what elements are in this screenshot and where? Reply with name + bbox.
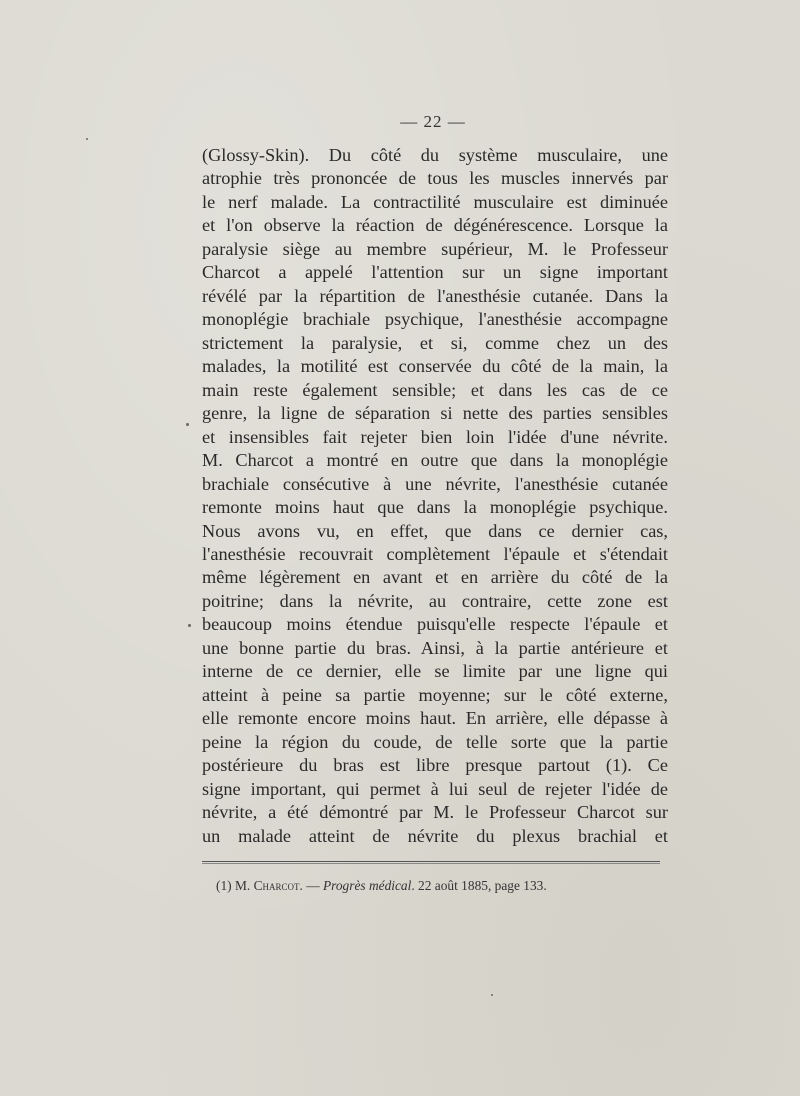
text-line: strictement la paralysie, et si, comme chez un des	[202, 332, 668, 353]
text-line: (Glossy-Skin). Du côté du système musculaire, une	[202, 145, 668, 165]
text-line: elle remonte encore moins haut. En arrière, elle dépasse à	[202, 708, 668, 729]
text-line: même légèrement en avant et en arrière du côté de la	[202, 567, 668, 588]
body-text	[202, 144, 668, 848]
footnote-marker: (1) M.	[216, 878, 254, 893]
footnote-journal: Progrès médical	[322, 878, 412, 893]
text-line: atrophie très prononcée de tous les muscles innervés par	[202, 168, 668, 189]
paper-speck	[86, 138, 88, 140]
footnote-separator-text: . —	[299, 878, 323, 893]
text-line: genre, la ligne de séparation si nette des parties sensibles	[202, 403, 668, 424]
paper-speck	[186, 423, 189, 426]
text-line: le nerf malade. La contractilité musculaire est diminuée	[202, 191, 668, 212]
footnote-details: . 22 août 1885, page 133.	[411, 878, 547, 893]
text-line: interne de ce dernier, elle se limite par une ligne qui	[202, 661, 668, 682]
text-line: brachiale consécutive à une névrite, l'anesthésie cutanée	[202, 473, 668, 494]
text-line: une bonne partie du bras. Ainsi, à la partie antérieure et	[202, 637, 668, 658]
text-line: névrite, a été démontré par M. le Professeur Charcot sur	[202, 802, 668, 823]
paper-speck	[491, 994, 493, 996]
text-line: remonte moins haut que dans la monoplégie psychique.	[202, 497, 668, 518]
text-line: poitrine; dans la névrite, au contraire, cette zone est	[202, 590, 668, 611]
text-line: peine la région du coude, de telle sorte que la partie	[202, 731, 668, 752]
text-line: monoplégie brachiale psychique, l'anesthésie accompagne	[202, 309, 668, 330]
text-line: paralysie siège au membre supérieur, M. le Professeur	[202, 238, 668, 259]
text-line: malades, la motilité est conservée du côté de la main, la	[202, 356, 668, 377]
text-line: postérieure du bras est libre presque partout (1). Ce	[202, 755, 668, 776]
text-line: révélé par la répartition de l'anesthésie cutanée. Dans la	[202, 285, 668, 306]
footnote-separator-secondary	[202, 863, 660, 864]
text-line: beaucoup moins étendue puisqu'elle respecte l'épaule et	[202, 614, 668, 635]
footnote-author: Charcot	[253, 878, 300, 893]
paper-speck	[188, 624, 191, 627]
text-line: et l'on observe la réaction de dégénérescence. Lorsque la	[202, 215, 668, 236]
text-line: l'anesthésie recouvrait complètement l'épaule et s'étendait	[202, 543, 668, 564]
text-line: M. Charcot a montré en outre que dans la monoplégie	[202, 450, 668, 471]
text-line: atteint à peine sa partie moyenne; sur le côté externe,	[202, 684, 668, 705]
text-line: Charcot a appelé l'attention sur un signe important	[202, 262, 668, 283]
page-number: — 22 —	[400, 112, 466, 131]
text-line: Nous avons vu, en effet, que dans ce dernier cas,	[202, 520, 668, 541]
text-line: main reste également sensible; et dans les cas de ce	[202, 379, 668, 400]
text-line: signe important, qui permet à lui seul de rejeter l'idée de	[202, 778, 668, 799]
footnote	[216, 878, 547, 894]
text-line: un malade atteint de névrite du plexus brachial et	[202, 825, 668, 846]
text-line: et insensibles fait rejeter bien loin l'idée d'une névrite.	[202, 426, 668, 447]
footnote-separator	[202, 861, 660, 862]
